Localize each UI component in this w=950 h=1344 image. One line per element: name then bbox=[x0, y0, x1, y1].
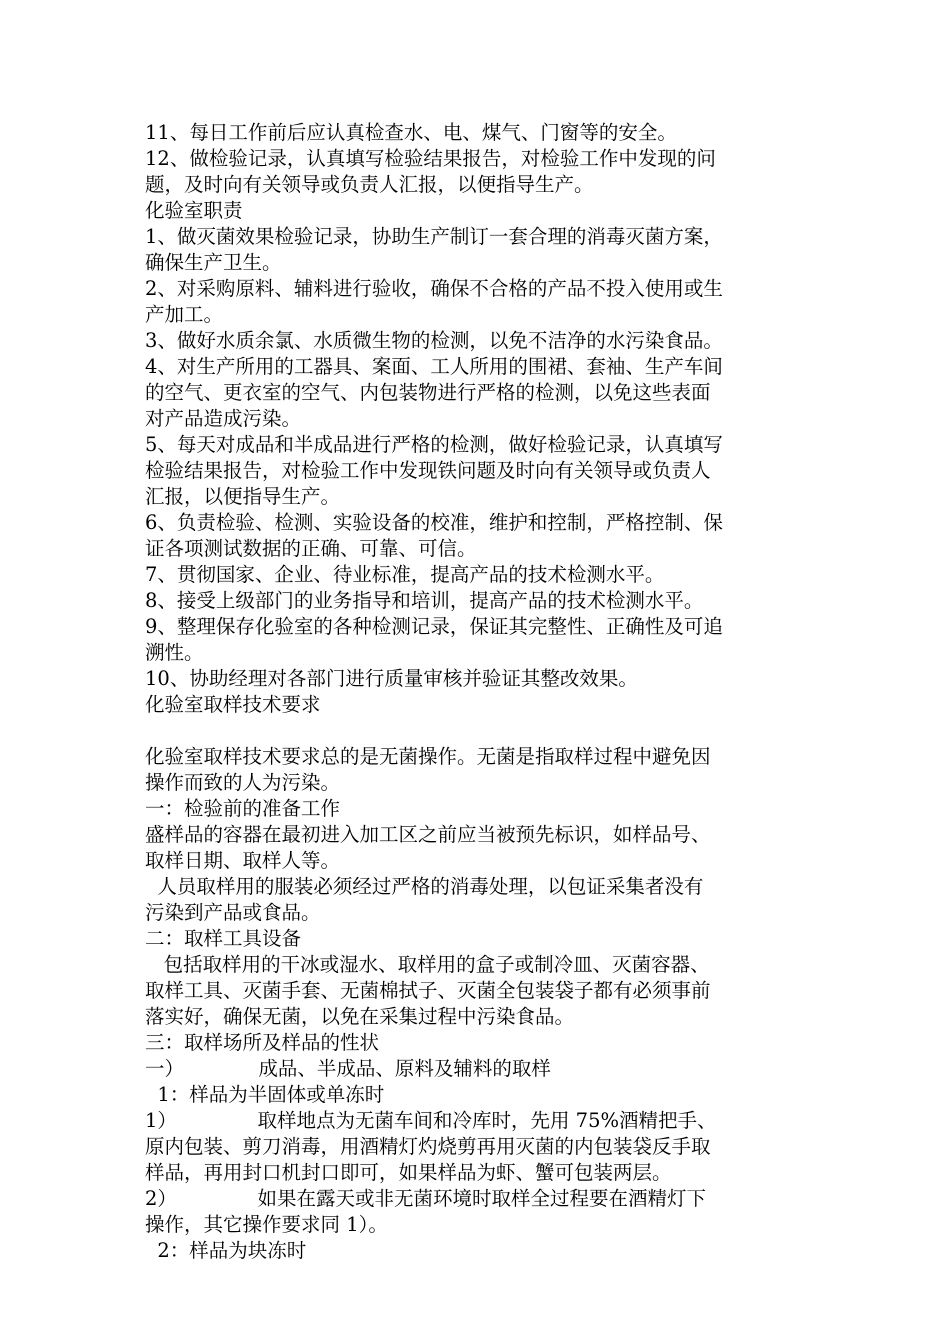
text-line: 1） 取样地点为无菌车间和冷库时，先用 75%酒精把手、 bbox=[145, 1109, 717, 1132]
text-line: 取样工具、灭菌手套、无菌棉拭子、灭菌全包装袋子都有必须事前 bbox=[145, 979, 711, 1002]
text-line: 化验室取样技术要求总的是无菌操作。无菌是指取样过程中避免因 bbox=[145, 745, 711, 768]
text-line: 6、负责检验、检测、实验设备的校准，维护和控制，严格控制、保 bbox=[145, 511, 723, 534]
text-line: 样品，再用封口机封口即可，如果样品为虾、蟹可包装两层。 bbox=[145, 1161, 672, 1184]
text-line: 污染到产品或食品。 bbox=[145, 901, 321, 924]
text-line: 包括取样用的干冰或湿水、取样用的盒子或制冷皿、灭菌容器、 bbox=[145, 953, 710, 976]
text-line: 8、接受上级部门的业务指导和培训，提高产品的技术检测水平。 bbox=[145, 589, 704, 612]
text-line: 9、整理保存化验室的各种检测记录，保证其完整性、正确性及可追 bbox=[145, 615, 723, 638]
text-line: 汇报，以便指导生产。 bbox=[145, 485, 341, 508]
text-line: 10、协助经理对各部门进行质量审核并验证其整改效果。 bbox=[145, 667, 638, 690]
text-line: 证各项测试数据的正确、可靠、可信。 bbox=[145, 537, 477, 560]
text-line: 7、贯彻国家、企业、待业标准，提高产品的技术检测水平。 bbox=[145, 563, 665, 586]
text-line: 化验室取样技术要求 bbox=[145, 693, 321, 716]
text-line: 1：样品为半固体或单冻时 bbox=[145, 1083, 385, 1106]
text-line: 一） 成品、半成品、原料及辅料的取样 bbox=[145, 1057, 551, 1080]
text-line: 11、每日工作前后应认真检查水、电、煤气、门窗等的安全。 bbox=[145, 121, 677, 144]
text-line: 原内包装、剪刀消毒，用酒精灯灼烧剪再用灭菌的内包装袋反手取 bbox=[145, 1135, 711, 1158]
text-line: 对产品造成污染。 bbox=[145, 407, 302, 430]
text-line: 人员取样用的服装必须经过严格的消毒处理，以包证采集者没有 bbox=[145, 875, 704, 898]
text-line: 溯性。 bbox=[145, 641, 204, 664]
text-line: 题，及时向有关领导或负责人汇报，以便指导生产。 bbox=[145, 173, 594, 196]
text-line: 产加工。 bbox=[145, 303, 224, 326]
text-line: 2） 如果在露天或非无菌环境时取样全过程要在酒精灯下 bbox=[145, 1187, 706, 1210]
text-line: 12、做检验记录，认真填写检验结果报告，对检验工作中发现的问 bbox=[145, 147, 716, 170]
text-line: 5、每天对成品和半成品进行严格的检测，做好检验记录，认真填写 bbox=[145, 433, 723, 456]
document-page bbox=[145, 120, 810, 1264]
text-line: 盛样品的容器在最初进入加工区之前应当被预先标识，如样品号、 bbox=[145, 823, 711, 846]
text-line: 取样日期、取样人等。 bbox=[145, 849, 341, 872]
text-line: 一：检验前的准备工作 bbox=[145, 797, 341, 820]
text-line: 操作，其它操作要求同 1）。 bbox=[145, 1213, 388, 1236]
text-line: 的空气、更衣室的空气、内包装物进行严格的检测，以免这些表面 bbox=[145, 381, 711, 404]
text-line: 4、对生产所用的工器具、案面、工人所用的围裙、套袖、生产车间 bbox=[145, 355, 723, 378]
text-line: 2、对采购原料、辅料进行验收，确保不合格的产品不投入使用或生 bbox=[145, 277, 723, 300]
blank-line bbox=[145, 718, 810, 744]
text-line: 2：样品为块冻时 bbox=[145, 1239, 307, 1262]
text-line: 检验结果报告，对检验工作中发现铁问题及时向有关领导或负责人 bbox=[145, 459, 711, 482]
text-line: 落实好，确保无菌，以免在采集过程中污染食品。 bbox=[145, 1005, 575, 1028]
text-line: 确保生产卫生。 bbox=[145, 251, 282, 274]
text-line: 二：取样工具设备 bbox=[145, 927, 302, 950]
text-line: 三：取样场所及样品的性状 bbox=[145, 1031, 380, 1054]
text-line: 操作而致的人为污染。 bbox=[145, 771, 341, 794]
text-line: 3、做好水质余氯、水质微生物的检测，以免不洁净的水污染食品。 bbox=[145, 329, 723, 352]
text-line: 化验室职责 bbox=[145, 199, 243, 222]
text-line: 1、做灭菌效果检验记录，协助生产制订一套合理的消毒灭菌方案， bbox=[145, 225, 723, 248]
